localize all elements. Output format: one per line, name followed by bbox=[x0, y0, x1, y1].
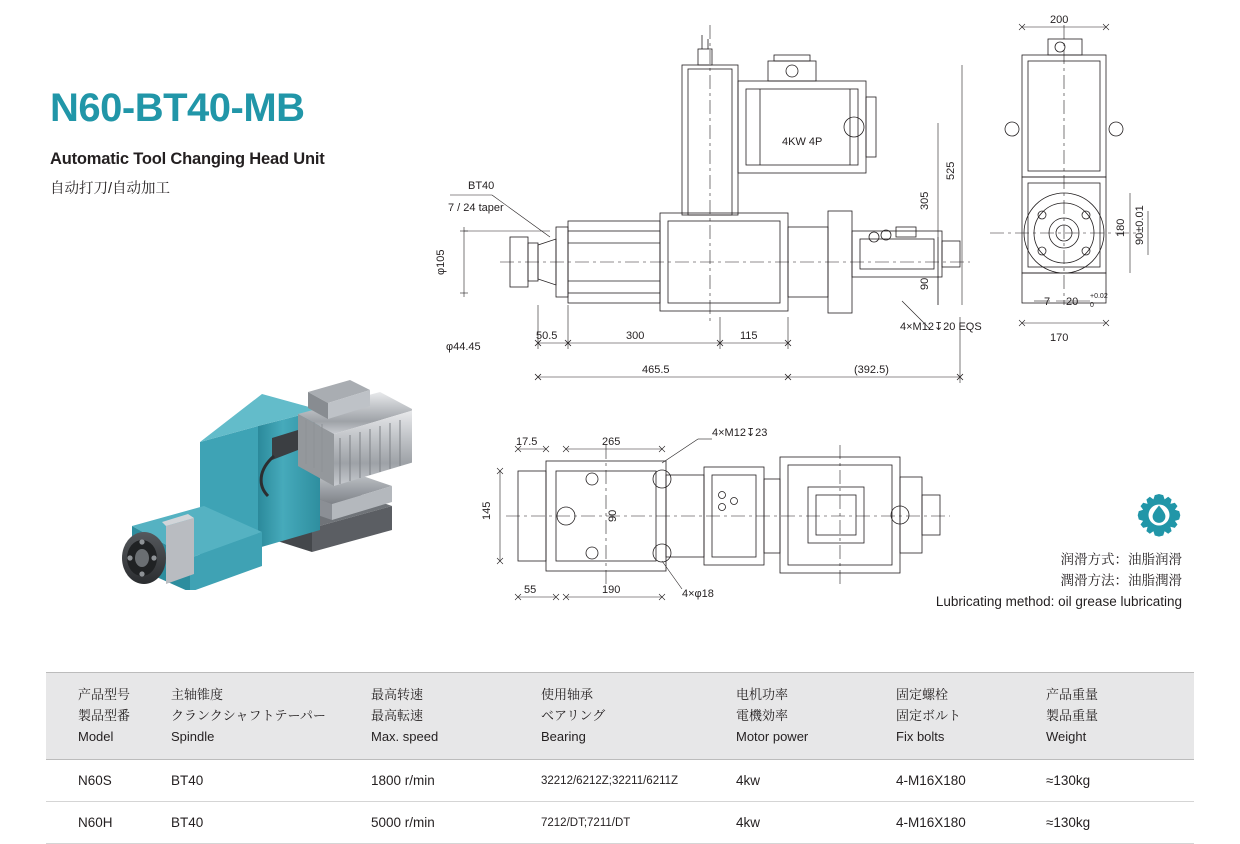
cell-weight: ≈130kg bbox=[1046, 760, 1194, 802]
dim-305: 305 bbox=[919, 191, 931, 210]
column-header-model bbox=[46, 673, 171, 760]
header-jp: クランクシャフトテーパー bbox=[171, 707, 326, 723]
spec-table-wrapper bbox=[46, 672, 1194, 844]
cell-fix-bolts: 4-M16X180 bbox=[896, 760, 1046, 802]
cell-motor-power: 4kw bbox=[736, 802, 896, 844]
dim-taper-label: 7 / 24 taper bbox=[448, 202, 504, 214]
spec-table bbox=[46, 672, 1194, 844]
column-header-motor-power bbox=[736, 673, 896, 760]
column-header-fix-bolts bbox=[896, 673, 1046, 760]
subtitle-english: Automatic Tool Changing Head Unit bbox=[50, 150, 325, 168]
dim-3925: (392.5) bbox=[854, 364, 889, 376]
dim-115: 115 bbox=[740, 330, 758, 342]
header-en: Fix bolts bbox=[896, 728, 945, 744]
header-cn: 主轴锥度 bbox=[171, 687, 224, 702]
product-photo bbox=[62, 330, 412, 590]
cell-weight: ≈130kg bbox=[1046, 802, 1194, 844]
dim-265: 265 bbox=[602, 436, 621, 448]
lubrication-line-jp: 潤滑方法：油脂潤滑 bbox=[1060, 572, 1182, 588]
column-header-bearing bbox=[541, 673, 736, 760]
header-jp: 電機効率 bbox=[736, 707, 789, 723]
dim-7: 7 bbox=[1044, 296, 1051, 308]
motor-label: 4KW 4P bbox=[782, 136, 823, 148]
header-cn: 产品重量 bbox=[1046, 687, 1099, 702]
table-header-row bbox=[46, 673, 1194, 760]
cell-bearing: 32212/6212Z;32211/6211Z bbox=[541, 760, 736, 802]
lubrication-note bbox=[936, 492, 1182, 613]
column-header-max-speed bbox=[371, 673, 541, 760]
subtitle-chinese: 自动打刀/自动加工 bbox=[50, 181, 171, 197]
header-en: Weight bbox=[1046, 728, 1087, 744]
header-jp: 製品重量 bbox=[1046, 707, 1099, 723]
dim-525: 525 bbox=[945, 161, 957, 180]
header-en: Motor power bbox=[736, 728, 809, 744]
header-cn: 产品型号 bbox=[78, 687, 131, 702]
header-jp: ベアリング bbox=[541, 707, 606, 723]
dim-145: 145 bbox=[481, 501, 493, 520]
dim-55: 55 bbox=[524, 584, 537, 596]
note-4xm12-23: 4×M12↧23 bbox=[712, 427, 768, 439]
column-header-weight bbox=[1046, 673, 1194, 760]
dim-180: 180 bbox=[1115, 218, 1127, 237]
note-4xm12-20: 4×M12↧20 EQS bbox=[900, 321, 982, 333]
header-en: Bearing bbox=[541, 728, 586, 744]
cell-model: N60H bbox=[46, 802, 171, 844]
cell-model: N60S bbox=[46, 760, 171, 802]
note-4xdia18: 4×φ18 bbox=[682, 588, 714, 600]
dim-200: 200 bbox=[1050, 14, 1069, 26]
cell-max-speed: 5000 r/min bbox=[371, 802, 541, 844]
lubrication-line-cn: 润滑方式：油脂润滑 bbox=[1060, 552, 1182, 567]
cell-spindle: BT40 bbox=[171, 760, 371, 802]
header-cn: 使用轴承 bbox=[541, 687, 594, 702]
dim-dia-105: φ105 bbox=[435, 249, 447, 275]
table-row bbox=[46, 802, 1194, 844]
dim-90: 90 bbox=[919, 277, 931, 290]
header-jp: 固定ボルト bbox=[896, 707, 962, 723]
lubrication-line-en: Lubricating method: oil grease lubricating bbox=[935, 593, 1182, 609]
header-cn: 固定螺栓 bbox=[896, 687, 949, 702]
cell-motor-power: 4kw bbox=[736, 760, 896, 802]
cell-bearing: 7212/DT;7211/DT bbox=[541, 802, 736, 844]
header-cn: 最高转速 bbox=[371, 687, 424, 702]
dim-300: 300 bbox=[626, 330, 645, 342]
header-jp: 最高転速 bbox=[371, 707, 424, 723]
cell-spindle: BT40 bbox=[171, 802, 371, 844]
dim-20: 20 bbox=[1066, 296, 1079, 308]
header-en: Max. speed bbox=[371, 728, 439, 744]
header-en: Spindle bbox=[171, 728, 215, 744]
dim-20-tol-lower: 0 bbox=[1090, 302, 1094, 309]
gear-drop-icon bbox=[1136, 492, 1182, 538]
dim-90-top: 90 bbox=[607, 509, 619, 522]
dim-170: 170 bbox=[1050, 332, 1069, 344]
cell-max-speed: 1800 r/min bbox=[371, 760, 541, 802]
cell-fix-bolts: 4-M16X180 bbox=[896, 802, 1046, 844]
dim-90-tol: 90±0.01 bbox=[1134, 205, 1146, 245]
table-row bbox=[46, 760, 1194, 802]
header-cn: 电机功率 bbox=[736, 687, 789, 702]
dim-20-tol-upper: +0.02 bbox=[1090, 293, 1108, 300]
header-jp: 製品型番 bbox=[78, 707, 131, 723]
column-header-spindle bbox=[171, 673, 371, 760]
dim-505: 50.5 bbox=[536, 330, 558, 342]
dim-175: 17.5 bbox=[516, 436, 538, 448]
header-en: Model bbox=[78, 728, 114, 744]
dim-190: 190 bbox=[602, 584, 621, 596]
dim-bt40-label: BT40 bbox=[468, 180, 495, 192]
page-title: N60-BT40-MB bbox=[50, 86, 305, 130]
title-block bbox=[50, 88, 325, 198]
dim-4655: 465.5 bbox=[642, 364, 670, 376]
dim-dia-4445: φ44.45 bbox=[446, 341, 481, 353]
